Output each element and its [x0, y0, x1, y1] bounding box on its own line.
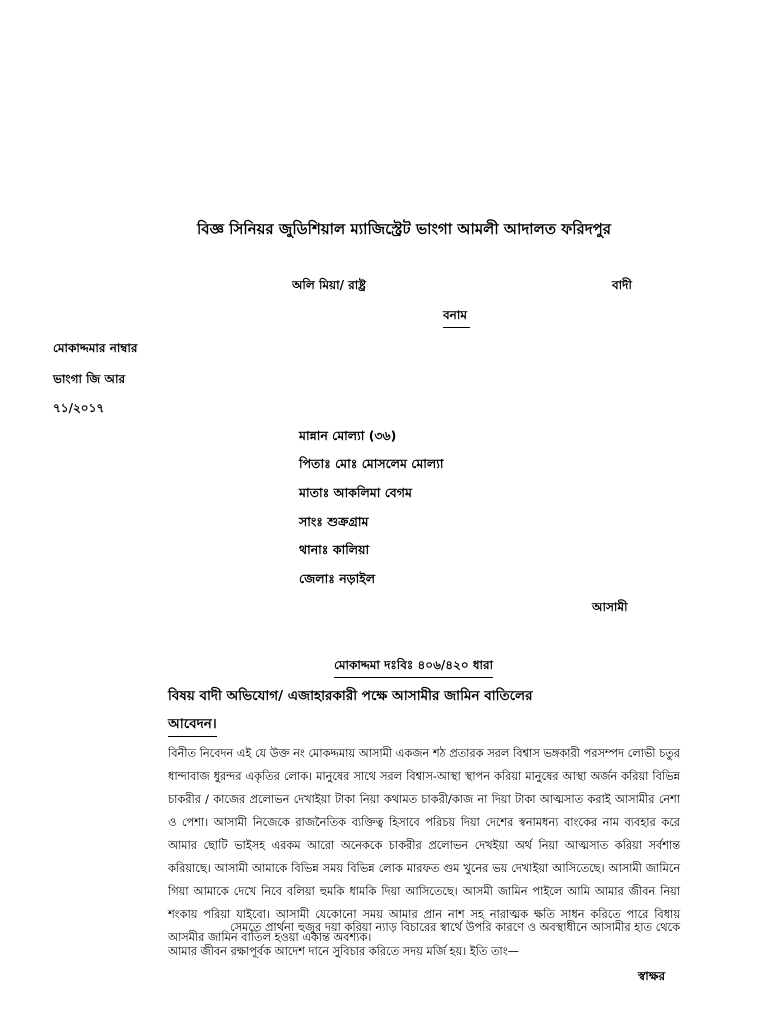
accused-police-station: থানাঃ কালিয়া [299, 542, 370, 557]
accused-role: আসামী [592, 600, 628, 614]
plaintiff-role: বাদী [612, 278, 632, 292]
subject-line-1: বিষয় বাদী অভিযোগ/ এজাহারকারী পক্ষে আসামীর জামিন বাতিলের [168, 688, 533, 704]
legal-section: মোকাদ্দমা দঃবিঃ ৪০৬/৪২০ ধারা [334, 657, 493, 678]
petition-body: বিনীত নিবেদন এই যে উক্ত নং মোকদ্দমায় আসামী একজন শঠ প্রতারক সরল বিশ্বাস ভঙ্গকারী পরসম্পদ লোভী চতুর ধান্দাবাজ ধুরন্দর একৃতির লোক। মানুষের সাথে সরল বিশ্বাস-আস্থা স্থাপন করিয়া মানুষের আস্থা অর্জন করিয়া বিভিন্ন চাকরীর / কাজের প্রলোভন দেখাইয়া টাকা নিয়া কথামত চাকরী/কাজ না দিয়া টাকা আত্মসাত করাই আসামীর নেশা ও পেশা। আসামী নিজেকে রাজনৈতিক ব্যক্তিত্ব হিসাবে পরিচয় দিয়া দেশের স্বনামধন্য বাংকের নাম ব্যবহার করে আমার ছোটি ভাইসহ এরকম আরো অনেককে চাকরীর প্রলোভন দেখইয়া অর্থ নিয়া আত্মসাত করিয়া সর্বশান্ত করিয়াছে। আসামী আমাকে বিভিন্ন সময় বিভিন্ন লোক মারফত গুম খুনের ভয় দেখাইয়া আসিতেছে। আসামী জামিনে গিয়া আমাকে দেখে নিবে বলিয়া হুমকি ধামকি দিয়া আসিতেছে। আসমী জামিন পাইলে আমি আমার জীবন নিয়া শংকায় পরিয়া যাইবো। আসামী যেকোনো সময় আমার প্রান নাশ সহ নারাত্মক ক্ষতি সাধন করিতে পারে বিধায় আসমীর জামিন বাতিল হওয়া একান্ত অবশ্যক। [168, 747, 680, 944]
prayer-paragraph: সেমতে প্রার্থনা হুজুর দয়া করিয়া ন্যাড় বিচারের স্বার্থে উপরি কারণে ও অবস্থাধীনে আসামীর হাত থেকে আমার জীবন রক্ষাপূর্বক আদেশ দানে সুবিচার করিতে সদয় মর্জি হয়। ইতি তাং— [168, 921, 680, 958]
court-title: বিজ্ঞ সিনিয়র জুডিশিয়াল ম্যাজিস্ট্রেট ভাংগা আমলী আদালত ফরিদপুর [196, 220, 612, 238]
versus-heading: বনাম [443, 307, 470, 328]
accused-father: পিতাঃ মোঃ মোসলেম মোল্যা [299, 456, 444, 471]
plaintiff-name: অলি মিয়া/ রাষ্ট্র [292, 278, 366, 292]
subject-line-2: আবেদন। [168, 713, 217, 737]
case-number-label: মোকাদ্দমার নাম্বার [53, 341, 138, 355]
accused-district: জেলাঃ নড়াইল [299, 571, 376, 586]
case-court-ref: ভাংগা জি আর [53, 372, 126, 386]
accused-name: মান্নান মোল্যা (৩৬) [299, 428, 397, 443]
accused-village: সাংঃ শুক্রগ্রাম [299, 514, 369, 529]
accused-mother: মাতাঃ আকলিমা বেগম [299, 485, 412, 500]
case-number: ৭১/২০১৭ [53, 401, 105, 415]
signature-label: স্বাক্ষর [638, 969, 666, 983]
